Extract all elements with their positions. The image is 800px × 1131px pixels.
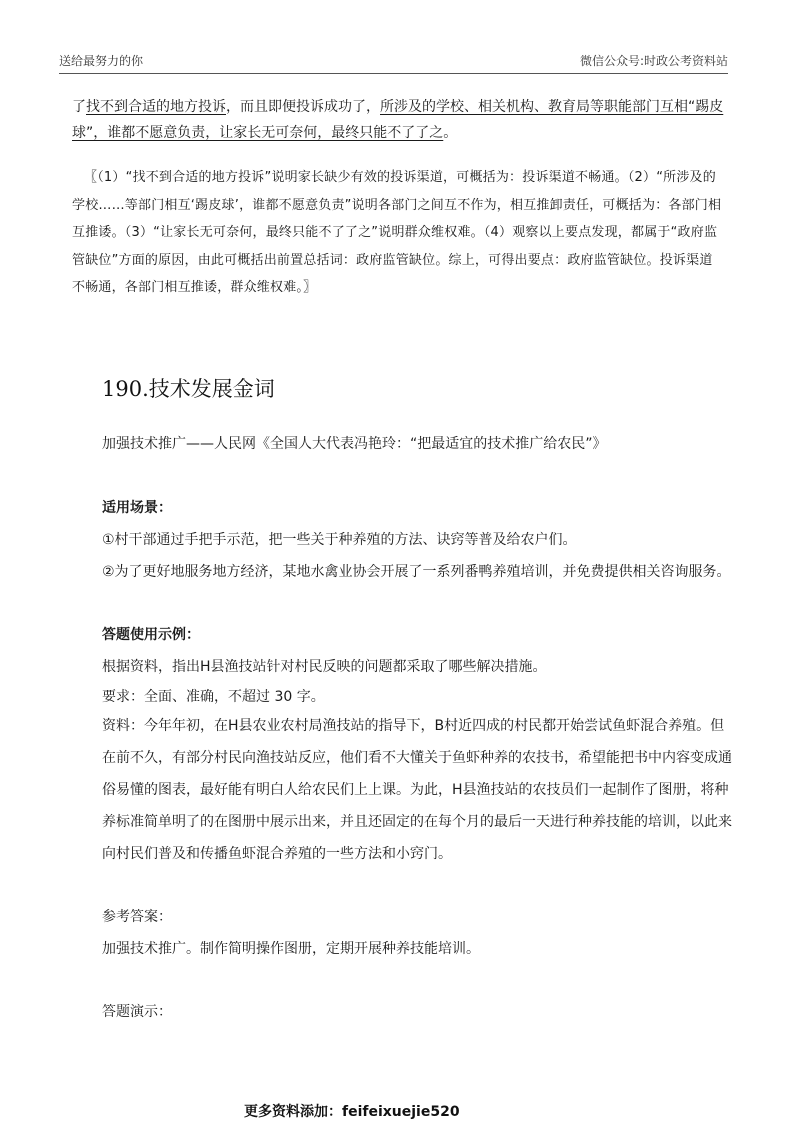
scenario-item-2: ②为了更好地服务地方经济，某地水禽业协会开展了一系列番鸭养殖培训，并免费提供相关咨询服务。 (102, 564, 731, 580)
intro-underline-2: 所涉及的学校、相关机构、教育局等职能部门互相“踢皮球”，谁都不愿意负责，让家长无可奈何，最终只能不了了之 (72, 99, 724, 141)
header-divider (59, 73, 728, 74)
answer-heading: 参考答案： (102, 909, 172, 925)
footer-text: 更多资料添加：feifeixuejie520 (244, 1104, 460, 1120)
section-heading (102, 373, 275, 403)
scenarios-heading: 适用场景： (102, 500, 172, 516)
example-requirement: 要求：全面、准确，不超过 30 字。 (102, 689, 325, 705)
header-left-text: 送给最努力的你 (59, 54, 144, 68)
example-heading: 答题使用示例： (102, 627, 200, 643)
intro-paragraph (72, 94, 724, 146)
intro-text-3: 。 (443, 125, 458, 141)
example-question: 根据资料，指出H县渔技站针对村民反映的问题都采取了哪些解决措施。 (102, 659, 547, 675)
intro-underline-1: 找不到合适的地方投诉 (86, 99, 226, 115)
section-number: 190. (102, 377, 149, 401)
header-right-text: 微信公众号:时政公考资料站 (579, 54, 728, 68)
analysis-text: 〖（1）“找不到合适的地方投诉”说明家长缺少有效的投诉渠道，可概括为：投诉渠道不畅通。（2）“所涉及的学校……等部门相互‘踢皮球’，谁都不愿意负责”说明各部门之间互不作为，相互推卸责任，可概括为：各部门相互推诿。（3）“让家长无可奈何，最终只能不了了之”说明群众维权难。（4）观察以上要点发现，都属于“政府监管缺位”方面的原因，由此可概括出前置总括词：政府监管缺位。综上，可得出要点：政府监管缺位。投诉渠道不畅通，各部门相互推诿，群众维权难。〗 (72, 170, 722, 295)
answer-text: 加强技术推广。制作简明操作图册，定期开展种养技能培训。 (102, 941, 480, 957)
analysis-paragraph (72, 164, 724, 302)
source-line: 加强技术推广——人民网《全国人大代表冯艳玲：“把最适宜的技术推广给农民”》 (102, 436, 607, 452)
scenario-item-1: ①村干部通过手把手示范，把一些关于种养殖的方法、诀窍等普及给农户们。 (102, 532, 577, 548)
demo-heading: 答题演示： (102, 1004, 172, 1020)
intro-text-1: 了 (72, 99, 86, 115)
intro-text-2: ，而且即便投诉成功了， (226, 99, 380, 115)
section-title: 技术发展金词 (148, 377, 275, 401)
example-material: 资料：今年年初，在H县农业农村局渔技站的指导下，B村近四成的村民都开始尝试鱼虾混合养殖。但在前不久，有部分村民向渔技站反应，他们看不大懂关于鱼虾种养的农技书，希望能把书中内容变成通俗易懂的图表，最好能有明白人给农民们上上课。为此，H县渔技站的农技员们一起制作了图册，将种养标准简单明了的在图册中展示出来，并且还固定的在每个月的最后一天进行种养技能的培训，以此来向村民们普及和传播鱼虾混合养殖的一些方法和小窍门。 (102, 718, 732, 862)
